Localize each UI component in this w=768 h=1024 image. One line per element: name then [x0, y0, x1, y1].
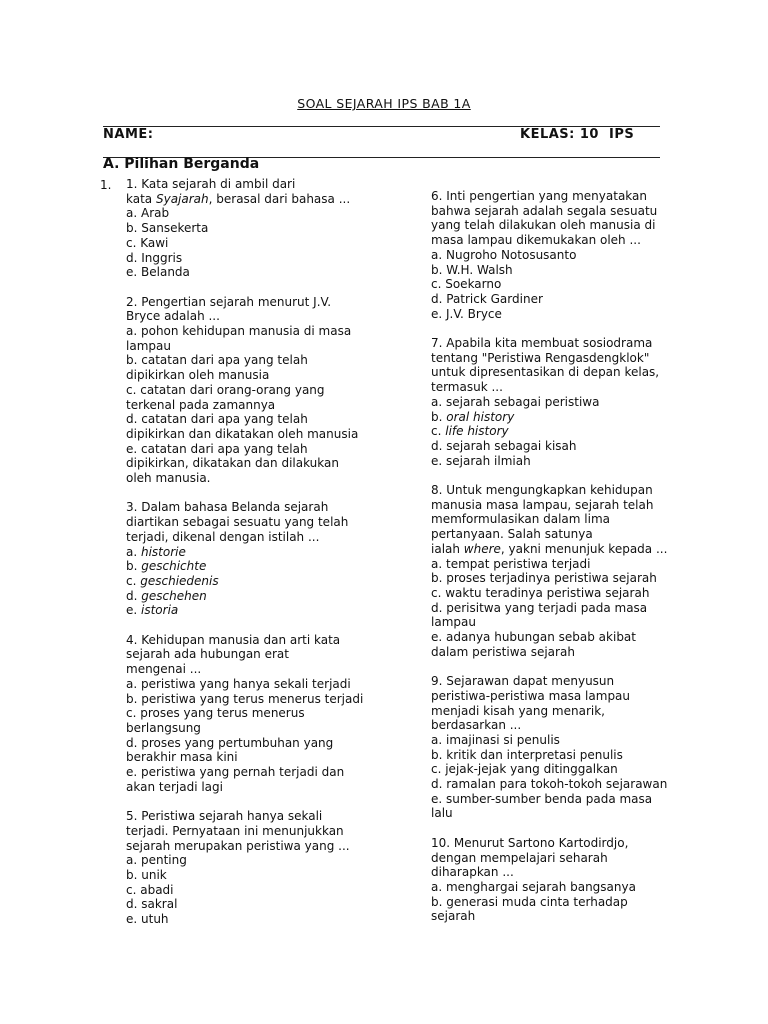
answer-option: c. catatan dari orang-orang yang	[126, 382, 325, 397]
answer-option: dipikirkan oleh manusia	[126, 368, 270, 383]
question-block	[431, 336, 681, 468]
question-block	[431, 836, 681, 924]
question-text-line: 9. Sejarawan dapat menyusun	[431, 674, 615, 689]
answer-option: a. Arab	[126, 206, 170, 221]
answer-option: e. peristiwa yang pernah terjadi dan	[126, 765, 345, 780]
answer-option: oleh manusia.	[126, 471, 211, 486]
question-text-line: berdasarkan ...	[431, 718, 522, 733]
question-text-line: termasuk ...	[431, 380, 503, 395]
answer-option: lampau	[126, 338, 171, 353]
answer-option: lalu	[431, 806, 453, 821]
answer-option: b. geschichte	[126, 559, 207, 574]
question-block	[126, 177, 386, 280]
answer-option: a. Nugroho Notosusanto	[431, 247, 577, 262]
answer-option: e. adanya hubungan sebab akibat	[431, 630, 636, 645]
answer-option: d. geschehen	[126, 588, 207, 603]
question-text-line: 1. Kata sejarah di ambil dari	[126, 177, 296, 191]
answer-option: c. Kawi	[126, 235, 169, 250]
question-text-line: bahwa sejarah adalah segala sesuatu	[431, 203, 658, 218]
answer-option: akan terjadi lagi	[126, 779, 223, 794]
question-text-line: tentang "Peristiwa Rengasdengklok"	[431, 350, 650, 365]
answer-option: dipikirkan dan dikatakan oleh manusia	[126, 426, 359, 441]
question-text-line: 4. Kehidupan manusia dan arti kata	[126, 632, 341, 647]
answer-option: b. peristiwa yang terus menerus terjadi	[126, 691, 364, 706]
question-text-line: 6. Inti pengertian yang menyatakan	[431, 189, 647, 203]
answer-option: b. oral history	[431, 409, 515, 424]
question-text-line: Bryce adalah ...	[126, 309, 220, 324]
question-text-line: sejarah merupakan peristiwa yang ...	[126, 838, 350, 853]
answer-option: c. waktu teradinya peristiwa sejarah	[431, 585, 650, 600]
answer-option: b. unik	[126, 867, 167, 882]
answer-option: e. J.V. Bryce	[431, 306, 502, 321]
answer-option: dipikirkan, dikatakan dan dilakukan	[126, 456, 339, 471]
question-text-line: peristiwa-peristiwa masa lampau	[431, 688, 631, 703]
answer-option: a. imajinasi si penulis	[431, 732, 560, 747]
answer-option: b. Sansekerta	[126, 221, 209, 236]
answer-option: b. catatan dari apa yang telah	[126, 353, 308, 368]
answer-option: berlangsung	[126, 720, 201, 735]
question-block	[126, 295, 386, 486]
question-column-right	[431, 189, 681, 939]
question-text-line: mengenai ...	[126, 662, 202, 677]
answer-option: d. Inggris	[126, 250, 183, 265]
question-text-line: 5. Peristiwa sejarah hanya sekali	[126, 809, 323, 824]
question-block	[431, 674, 681, 821]
answer-option: e. sumber-sumber benda pada masa	[431, 791, 653, 806]
question-text-line: manusia masa lampau, sejarah telah	[431, 497, 654, 512]
answer-option: c. proses yang terus menerus	[126, 706, 305, 721]
list-number: 1.	[100, 178, 112, 192]
answer-option: lampau	[431, 615, 476, 630]
answer-option: a. penting	[126, 853, 187, 868]
question-block	[126, 633, 386, 795]
answer-option: berakhir masa kini	[126, 750, 238, 765]
answer-option: d. perisitwa yang terjadi pada masa	[431, 600, 648, 615]
name-label: NAME:	[103, 127, 154, 142]
answer-option: e. Belanda	[126, 265, 190, 280]
answer-option: c. abadi	[126, 882, 174, 897]
answer-option: a. peristiwa yang hanya sekali terjadi	[126, 676, 351, 691]
answer-option: e. istoria	[126, 603, 179, 618]
answer-option: dalam peristiwa sejarah	[431, 644, 575, 659]
answer-option: e. utuh	[126, 912, 169, 927]
answer-option: d. proses yang pertumbuhan yang	[126, 735, 334, 750]
question-text-line: terjadi. Pernyataan ini menunjukkan	[126, 823, 344, 838]
answer-option: e. sejarah ilmiah	[431, 453, 531, 468]
question-text-line: pertanyaan. Salah satunya	[431, 527, 593, 542]
question-text-line: masa lampau dikemukakan oleh ...	[431, 233, 641, 248]
question-text-line: sejarah ada hubungan erat	[126, 647, 289, 662]
question-block	[431, 189, 681, 321]
answer-option: a. historie	[126, 544, 186, 559]
question-block	[126, 500, 386, 618]
question-text-line: 7. Apabila kita membuat sosiodrama	[431, 336, 653, 351]
answer-option: c. life history	[431, 424, 509, 439]
question-text-line: 3. Dalam bahasa Belanda sejarah	[126, 500, 329, 515]
page-title: SOAL SEJARAH IPS BAB 1A	[297, 96, 471, 111]
question-text-line: diartikan sebagai sesuatu yang telah	[126, 515, 349, 530]
question-block	[431, 483, 681, 659]
answer-option: b. W.H. Walsh	[431, 262, 513, 277]
question-text-line: memformulasikan dalam lima	[431, 512, 611, 527]
answer-option: b. kritik dan interpretasi penulis	[431, 747, 623, 762]
answer-option: a. pohon kehidupan manusia di masa	[126, 324, 352, 339]
question-column-left	[126, 177, 386, 941]
answer-option: a. tempat peristiwa terjadi	[431, 556, 591, 571]
answer-option: e. catatan dari apa yang telah	[126, 441, 308, 456]
section-heading: A. Pilihan Berganda	[103, 156, 260, 172]
answer-option: d. Patrick Gardiner	[431, 291, 543, 306]
answer-option: b. generasi muda cinta terhadap	[431, 894, 628, 909]
answer-option: d. sejarah sebagai kisah	[431, 438, 577, 453]
question-text-line: 10. Menurut Sartono Kartodirdjo,	[431, 835, 629, 850]
answer-option: sejarah	[431, 909, 476, 924]
question-text-line: yang telah dilakukan oleh manusia di	[431, 218, 656, 233]
answer-option: a. menghargai sejarah bangsanya	[431, 879, 636, 894]
question-text-line: terjadi, dikenal dengan istilah ...	[126, 529, 320, 544]
question-text-line: 2. Pengertian sejarah menurut J.V.	[126, 294, 332, 309]
question-block	[126, 809, 386, 927]
answer-option: d. catatan dari apa yang telah	[126, 412, 308, 427]
question-text-line: untuk dipresentasikan di depan kelas,	[431, 365, 660, 380]
answer-option: c. Soekarno	[431, 277, 502, 292]
answer-option: c. jejak-jejak yang ditinggalkan	[431, 762, 618, 777]
question-text-line: kata Syajarah, berasal dari bahasa ...	[126, 191, 351, 206]
question-text-line: menjadi kisah yang menarik,	[431, 703, 605, 718]
answer-option: c. geschiedenis	[126, 573, 219, 588]
question-text-line: ialah where, yakni menunjuk kepada ...	[431, 541, 668, 556]
answer-option: b. proses terjadinya peristiwa sejarah	[431, 571, 657, 586]
question-text-line: dengan mempelajari seharah	[431, 850, 608, 865]
question-text-line: diharapkan ...	[431, 865, 514, 880]
question-text-line: 8. Untuk mengungkapkan kehidupan	[431, 483, 653, 498]
answer-option: d. sakral	[126, 897, 178, 912]
answer-option: a. sejarah sebagai peristiwa	[431, 394, 600, 409]
kelas-label: KELAS: 10 IPS	[520, 127, 635, 142]
answer-option: d. ramalan para tokoh-tokoh sejarawan	[431, 777, 668, 792]
answer-option: terkenal pada zamannya	[126, 397, 276, 412]
